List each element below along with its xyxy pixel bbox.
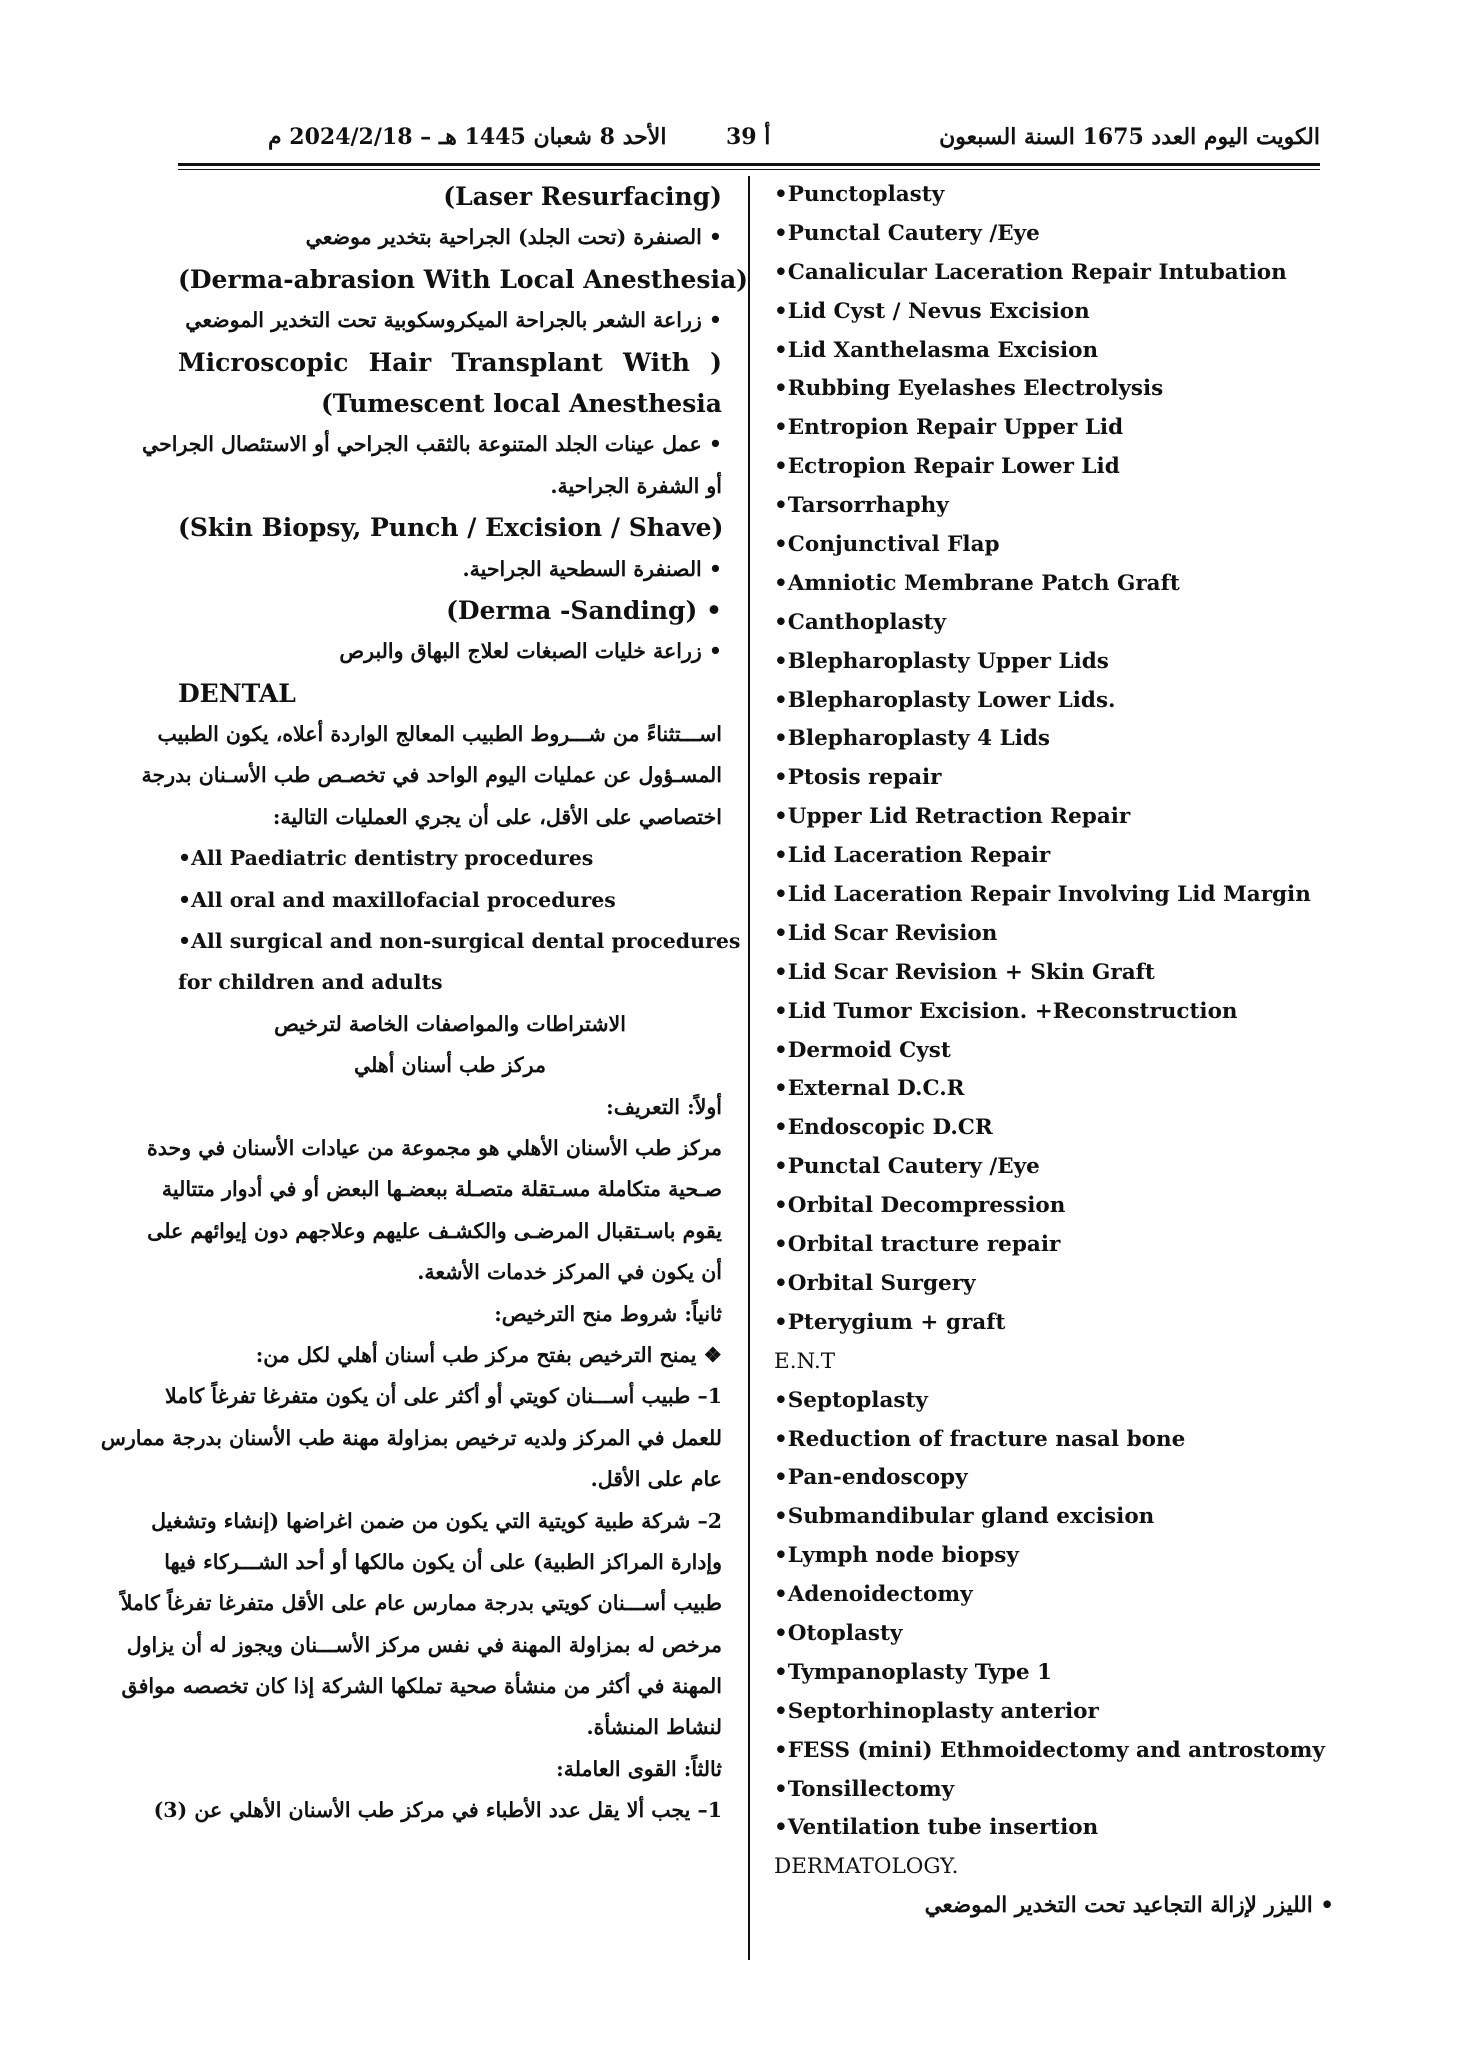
right-column-line: •Pan-endoscopy [774, 1465, 968, 1491]
right-column-line: •Pterygium + graft [774, 1309, 1006, 1335]
right-column-line: •Orbital Decompression [774, 1193, 1066, 1219]
right-column-line: •Reduction of fracture nasal bone [774, 1426, 1186, 1452]
left-column-line: مركز طب أسنان أهلي [354, 1053, 546, 1078]
left-column-line: 1– يجب ألا يقل عدد الأطباء في مركز طب الأسنان الأهلي عن (3) [153, 1798, 722, 1823]
left-column-line: 2– شركة طبية كويتية التي يكون من ضمن اغراضها (إنشاء وتشغيل [151, 1508, 722, 1533]
right-column-line: •Tonsillectomy [774, 1776, 955, 1802]
right-column-line: •Septoplasty [774, 1387, 928, 1413]
right-column-line: •Punctoplasty [774, 182, 945, 207]
left-column-line: (Skin Biopsy, Punch / Excision / Shave) [178, 513, 724, 543]
left-column-line: ❖ يمنح الترخيص بفتح مركز طب أسنان أهلي لكل من: [255, 1342, 722, 1367]
right-column-line: •Conjunctival Flap [774, 532, 1000, 558]
left-column-line: (Tumescent local Anesthesia [320, 388, 722, 418]
page-header [178, 120, 1320, 160]
left-column-line: (Derma -Sanding) • [446, 595, 722, 625]
left-column-line: يقوم باسـتقبال المرضـى والكشـف عليهم وعلاجهم دون إيوائهم على [147, 1218, 722, 1243]
left-column-line: Microscopic Hair Transplant With ) [178, 347, 722, 377]
left-column-line: •All oral and maxillofacial procedures [178, 887, 616, 912]
header-date: الأحد 8 شعبان 1445 هـ – 2024/2/18 م [268, 124, 667, 150]
right-column-line: •Lid Xanthelasma Excision [774, 337, 1099, 363]
right-column-line: •Ptosis repair [774, 765, 942, 791]
right-column-line: •Rubbing Eyelashes Electrolysis [774, 376, 1164, 402]
left-column-line: وإدارة المراكز الطبية) على أن يكون مالكها أو أحد الشـــركاء فيها [164, 1549, 722, 1574]
right-column-line: •Ventilation tube insertion [774, 1815, 1099, 1841]
right-column-line: •Blepharoplasty Upper Lids [774, 648, 1109, 674]
left-column-line: للعمل في المركز ولديه ترخيص بمزاولة مهنة طب الأسنان بدرجة ممارس [100, 1425, 722, 1450]
left-column-line: اســـتثناءً من شـــروط الطبيب المعالج الواردة أعلاه، يكون الطبيب [157, 722, 722, 747]
right-column-line: •Blepharoplasty 4 Lids [774, 726, 1051, 752]
left-column-line: المهنة في أكثر من منشأة صحية تملكها الشركة إذا كان تخصصه موافق [121, 1674, 722, 1699]
left-column-line: عام على الأقل. [590, 1467, 722, 1492]
right-column-line: •Lid Laceration Repair [774, 843, 1051, 869]
left-column-line: صـحية متكاملة مسـتقلة متصـلة ببعضـها البعض أو في أدوار متتالية [161, 1177, 722, 1202]
left-column-line: لنشاط المنشأة. [586, 1715, 722, 1740]
header-page-number: أ 39 [726, 124, 771, 150]
right-column-line: •Orbital Surgery [774, 1270, 976, 1296]
column-divider [748, 176, 750, 1960]
left-column-line: أولاً: التعريف: [606, 1094, 722, 1119]
right-column-line: •Tympanoplasty Type 1 [774, 1659, 1052, 1685]
right-column-line: •Canthoplasty [774, 609, 946, 635]
right-column-line: •Entropion Repair Upper Lid [774, 415, 1124, 441]
right-column-line: •Dermoid Cyst [774, 1037, 951, 1063]
right-column-line: •Otoplasty [774, 1620, 903, 1646]
right-column-line: •Lid Tumor Excision. +Reconstruction [774, 998, 1238, 1024]
left-column-line: • زراعة الشعر بالجراحة الميكروسكوبية تحت التخدير الموضعي [185, 308, 722, 333]
left-column-line: الاشتراطات والمواصفات الخاصة لترخيص [274, 1011, 626, 1036]
right-column-line: E.N.T [774, 1348, 836, 1374]
left-column-line: • عمل عينات الجلد المتنوعة بالثقب الجراحي أو الاستئصال الجراحي [141, 432, 722, 457]
right-column-line: •Punctal Cautery /Eye [774, 220, 1040, 246]
left-column-line: DENTAL [178, 678, 296, 708]
right-column-line: •Upper Lid Retraction Repair [774, 804, 1131, 830]
right-column [774, 176, 1334, 1926]
left-column-line: المسـؤول عن عمليات اليوم الواحد في تخصـص طب الأسـنان بدرجة [141, 763, 722, 788]
left-column-line: (Derma-abrasion With Local Anesthesia) [178, 264, 749, 294]
left-column-line: •All Paediatric dentistry procedures [178, 846, 594, 871]
left-column-line: for children and adults [178, 970, 443, 995]
right-column-line: •Canalicular Laceration Repair Intubation [774, 259, 1287, 285]
left-column-line: (Laser Resurfacing) [443, 182, 722, 211]
header-rule-thick [178, 163, 1320, 166]
left-column-line: ثالثاً: القوى العاملة: [556, 1756, 722, 1781]
right-column-line: •Lid Scar Revision [774, 920, 998, 946]
right-column-line: •FESS (mini) Ethmoidectomy and antrostomy [774, 1737, 1325, 1763]
left-column-line: • الصنفرة السطحية الجراحية. [462, 556, 722, 581]
left-column-line: اختصاصي على الأقل، على أن يجري العمليات التالية: [272, 804, 722, 829]
left-column-line: طبيب أســـنان كويتي بدرجة ممارس عام على الأقل متفرغا تفرغاً كاملاً [120, 1591, 722, 1616]
right-column-line: DERMATOLOGY. [774, 1854, 959, 1880]
right-column-line: •Lid Cyst / Nevus Excision [774, 298, 1090, 324]
right-column-line: •Punctal Cautery /Eye [774, 1154, 1040, 1180]
right-column-line: •Blepharoplasty Lower Lids. [774, 687, 1116, 713]
right-column-line: •Lid Scar Revision + Skin Graft [774, 959, 1155, 985]
right-column-line: •Tarsorrhaphy [774, 493, 949, 519]
right-column-line: •External D.C.R [774, 1076, 965, 1102]
left-column-line: مرخص له بمزاولة المهنة في نفس مركز الأســـنان ويجوز له أن يزاول [126, 1632, 722, 1657]
right-column-line: • الليزر لإزالة التجاعيد تحت التخدير الموضعي [924, 1893, 1334, 1919]
left-column-line: •All surgical and non-surgical dental procedures [178, 929, 741, 954]
right-column-line: •Endoscopic D.CR [774, 1115, 993, 1141]
left-column-line: أن يكون في المركز خدمات الأشعة. [417, 1260, 722, 1285]
left-column-line: ثانياً: شروط منح الترخيص: [494, 1301, 722, 1326]
left-column-line: أو الشفرة الجراحية. [550, 473, 722, 498]
left-column-line: مركز طب الأسنان الأهلي هو مجموعة من عيادات الأسنان في وحدة [147, 1135, 722, 1160]
right-column-line: •Orbital tracture repair [774, 1232, 1061, 1258]
right-column-line: •Septorhinoplasty anterior [774, 1698, 1099, 1724]
header-rule-thin [178, 169, 1320, 170]
left-column [100, 176, 749, 1832]
right-column-line: •Lid Laceration Repair Involving Lid Margin [774, 882, 1311, 908]
header-issue: الكويت اليوم العدد 1675 السنة السبعون [939, 124, 1320, 150]
left-column-line: • زراعة خليات الصبغات لعلاج البهاق والبرص [339, 639, 722, 664]
left-column-line: 1– طبيب أســـنان كويتي أو أكثر على أن يكون متفرغا تفرغاً كاملا [164, 1384, 722, 1409]
left-column-line: • الصنفرة (تحت الجلد) الجراحية بتخدير موضعي [305, 225, 722, 250]
right-column-line: •Adenoidectomy [774, 1582, 973, 1608]
right-column-line: •Submandibular gland excision [774, 1504, 1155, 1530]
right-column-line: •Amniotic Membrane Patch Graft [774, 570, 1180, 596]
right-column-line: •Ectropion Repair Lower Lid [774, 454, 1120, 480]
right-column-line: •Lymph node biopsy [774, 1543, 1019, 1569]
